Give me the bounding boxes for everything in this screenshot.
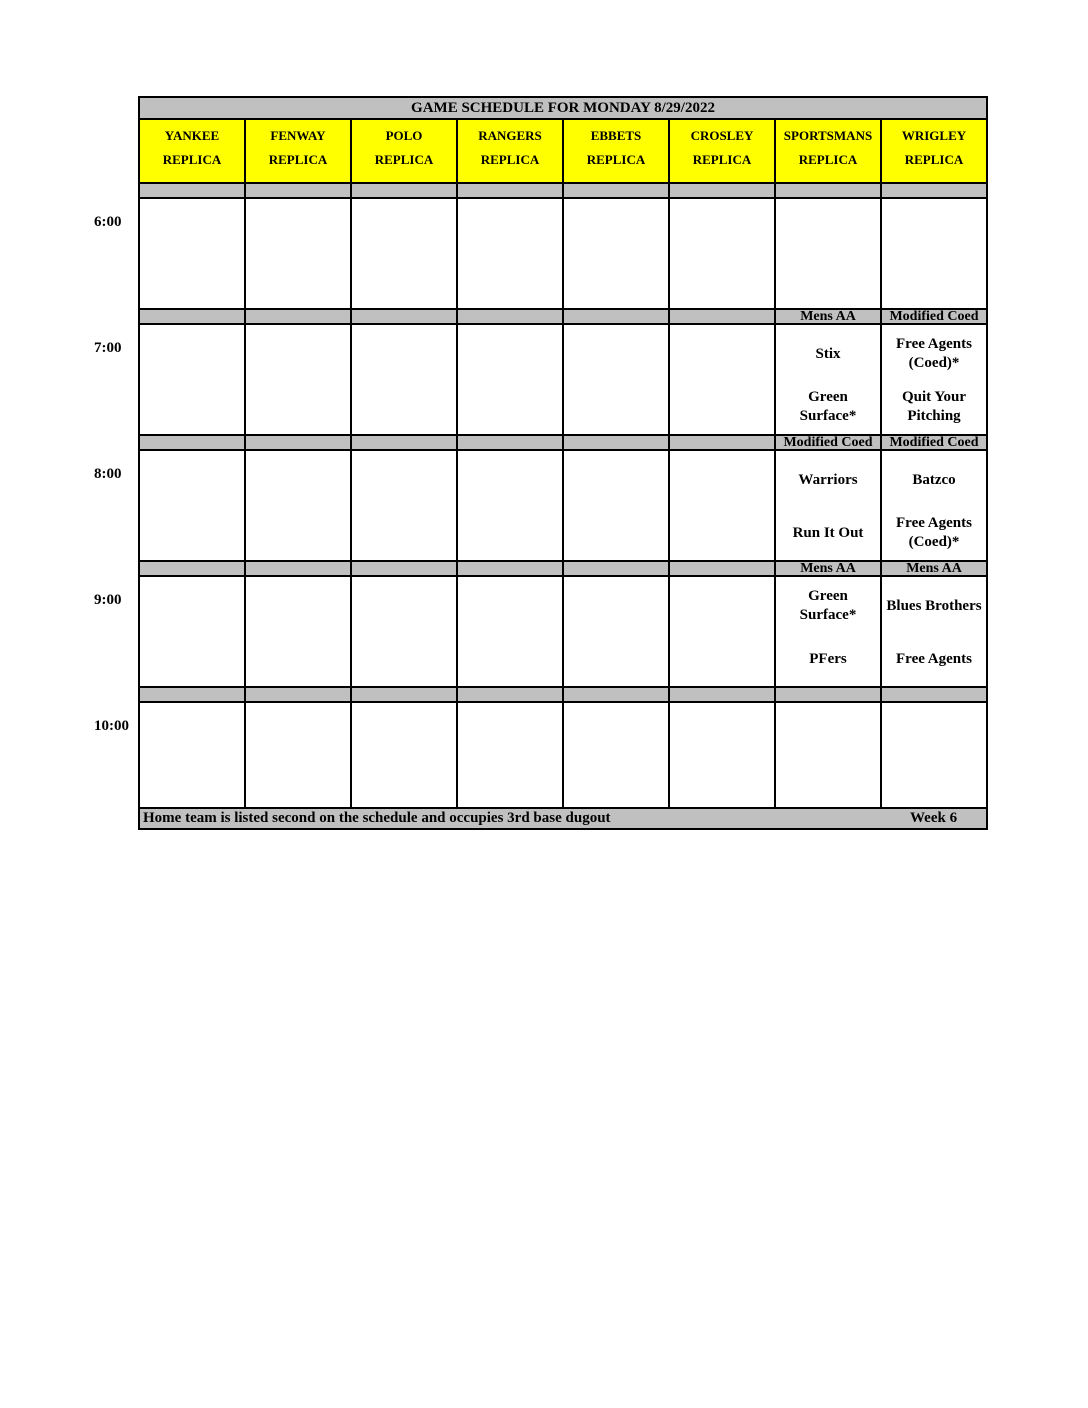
division-label [140, 184, 246, 197]
field-name: CROSLEY [690, 128, 754, 143]
home-team [356, 640, 452, 678]
game-slot-row [140, 577, 986, 686]
game-cell [140, 451, 246, 560]
game-cell [564, 577, 670, 686]
division-label [564, 688, 670, 701]
division-label: Mens AA [882, 562, 986, 575]
game-cell [352, 577, 458, 686]
home-team [462, 262, 558, 300]
field-header-yankee [140, 120, 246, 182]
home-team [250, 262, 346, 300]
field-name: EBBETS [590, 128, 642, 143]
game-cell [352, 325, 458, 434]
away-team: Green Surface* [799, 588, 857, 623]
home-team [568, 262, 664, 300]
division-label [776, 184, 882, 197]
home-team [674, 766, 770, 804]
away-team [462, 335, 558, 373]
time-label: 6:00 [94, 214, 122, 230]
away-team [144, 335, 240, 373]
game-cell [776, 199, 882, 308]
division-label [246, 688, 352, 701]
division-label [670, 436, 776, 449]
away-team [780, 713, 876, 751]
time-label: 10:00 [94, 718, 129, 734]
game-cell [882, 703, 986, 812]
home-team [568, 388, 664, 426]
home-team [568, 640, 664, 678]
division-label [564, 184, 670, 197]
away-team [886, 209, 982, 247]
game-cell [882, 451, 986, 560]
game-slot-row [140, 451, 986, 560]
away-team [462, 713, 558, 751]
field-sub: REPLICA [586, 152, 646, 167]
away-team [144, 587, 240, 625]
division-label [458, 310, 564, 323]
home-team: Quit Your Pitching [901, 389, 967, 424]
division-label [246, 184, 352, 197]
division-label: Mens AA [776, 310, 882, 323]
division-label [140, 562, 246, 575]
away-team [568, 713, 664, 751]
game-cell [564, 325, 670, 434]
division-label: Modified Coed [882, 310, 986, 323]
home-team [568, 514, 664, 552]
away-team [568, 209, 664, 247]
game-cell [246, 451, 352, 560]
game-cell [564, 703, 670, 812]
game-cell [458, 577, 564, 686]
game-cell [140, 325, 246, 434]
away-team: Batzco [912, 471, 956, 488]
division-label [140, 310, 246, 323]
game-cell [882, 199, 986, 308]
away-team [462, 587, 558, 625]
game-cell [458, 703, 564, 812]
home-team: Run It Out [792, 524, 864, 541]
away-team [356, 587, 452, 625]
game-cell [882, 325, 986, 434]
division-label [458, 688, 564, 701]
game-cell [246, 577, 352, 686]
division-row [140, 560, 986, 577]
field-header-crosley [670, 120, 776, 182]
away-team [250, 713, 346, 751]
field-header-fenway [246, 120, 352, 182]
division-label [564, 310, 670, 323]
game-cell [670, 577, 776, 686]
time-label: 9:00 [94, 592, 122, 608]
game-cell [140, 577, 246, 686]
game-cell [352, 199, 458, 308]
away-team [144, 209, 240, 247]
field-name: SPORTSMANS [783, 128, 873, 143]
field-sub: REPLICA [480, 152, 540, 167]
home-team [462, 514, 558, 552]
field-header-ebbets [564, 120, 670, 182]
division-label [352, 184, 458, 197]
division-row [140, 308, 986, 325]
division-label [246, 310, 352, 323]
game-cell [140, 703, 246, 812]
home-team [886, 262, 982, 300]
division-label [458, 562, 564, 575]
away-team: Free Agents (Coed)* [896, 336, 972, 371]
home-team: Free Agents (Coed)* [896, 515, 972, 550]
game-cell [776, 577, 882, 686]
field-header-row [140, 120, 986, 182]
game-cell [882, 577, 986, 686]
division-row [140, 182, 986, 199]
division-label [140, 688, 246, 701]
home-team [674, 514, 770, 552]
away-team [356, 335, 452, 373]
home-team [674, 388, 770, 426]
away-team [568, 461, 664, 499]
field-name: YANKEE [164, 128, 220, 143]
home-team [674, 640, 770, 678]
game-cell [564, 451, 670, 560]
division-label [670, 688, 776, 701]
game-cell [140, 199, 246, 308]
game-cell [670, 199, 776, 308]
home-team [250, 514, 346, 552]
division-label [352, 562, 458, 575]
away-team [886, 713, 982, 751]
away-team [356, 461, 452, 499]
away-team [674, 209, 770, 247]
home-team [780, 766, 876, 804]
field-name: WRIGLEY [901, 128, 967, 143]
home-team: Free Agents [896, 650, 972, 667]
home-team: Green Surface* [799, 389, 857, 424]
game-cell [670, 703, 776, 812]
home-team [250, 388, 346, 426]
home-team [356, 388, 452, 426]
division-label: Mens AA [776, 562, 882, 575]
home-team [356, 262, 452, 300]
field-header-wrigley [882, 120, 986, 182]
home-team [780, 262, 876, 300]
away-team [144, 461, 240, 499]
schedule-footer [140, 807, 986, 828]
home-team [462, 388, 558, 426]
away-team [250, 209, 346, 247]
away-team [780, 209, 876, 247]
home-team [144, 514, 240, 552]
division-label [140, 436, 246, 449]
division-label [670, 310, 776, 323]
division-row [140, 434, 986, 451]
division-label [352, 310, 458, 323]
division-label: Modified Coed [776, 436, 882, 449]
home-team [886, 766, 982, 804]
away-team [250, 461, 346, 499]
division-label [670, 562, 776, 575]
home-team [674, 262, 770, 300]
game-cell [670, 451, 776, 560]
division-label [776, 688, 882, 701]
away-team: Stix [815, 345, 841, 362]
home-team [356, 766, 452, 804]
division-label: Modified Coed [882, 436, 986, 449]
time-label: 8:00 [94, 466, 122, 482]
game-slot-row [140, 199, 986, 308]
away-team [674, 335, 770, 373]
division-label [458, 184, 564, 197]
game-cell [458, 325, 564, 434]
field-name: POLO [385, 128, 423, 143]
game-cell [246, 199, 352, 308]
away-team [462, 209, 558, 247]
game-cell [670, 325, 776, 434]
game-cell [458, 199, 564, 308]
game-cell [352, 451, 458, 560]
home-team [144, 262, 240, 300]
division-label [246, 436, 352, 449]
home-team [356, 514, 452, 552]
game-cell [776, 703, 882, 812]
away-team [674, 587, 770, 625]
field-sub: REPLICA [162, 152, 222, 167]
home-team: PFers [809, 650, 847, 667]
field-sub: REPLICA [904, 152, 964, 167]
away-team [144, 713, 240, 751]
home-team [568, 766, 664, 804]
home-team [462, 640, 558, 678]
division-label [352, 688, 458, 701]
home-team [250, 640, 346, 678]
game-cell [352, 703, 458, 812]
division-label [458, 436, 564, 449]
away-team [568, 587, 664, 625]
game-cell [776, 451, 882, 560]
home-team [144, 640, 240, 678]
game-cell [246, 703, 352, 812]
division-label [246, 562, 352, 575]
time-label: 7:00 [94, 340, 122, 356]
division-label [564, 562, 670, 575]
field-name: FENWAY [270, 128, 326, 143]
field-sub: REPLICA [798, 152, 858, 167]
schedule-table [138, 96, 988, 830]
game-slot-row [140, 703, 986, 812]
division-label [882, 688, 986, 701]
division-row [140, 686, 986, 703]
away-team [250, 587, 346, 625]
field-sub: REPLICA [374, 152, 434, 167]
field-header-sportsmans [776, 120, 882, 182]
home-team [144, 388, 240, 426]
game-cell [458, 451, 564, 560]
week-label: Week 6 [910, 810, 958, 826]
home-team [462, 766, 558, 804]
division-label [564, 436, 670, 449]
field-header-polo [352, 120, 458, 182]
away-team: Blues Brothers [886, 597, 982, 614]
division-label [670, 184, 776, 197]
away-team [250, 335, 346, 373]
home-team-note: Home team is listed second on the schedule and occupies 3rd base dugout [143, 810, 611, 826]
away-team [356, 713, 452, 751]
away-team [356, 209, 452, 247]
away-team [568, 335, 664, 373]
home-team [250, 766, 346, 804]
division-label [352, 436, 458, 449]
division-label [882, 184, 986, 197]
game-cell [776, 325, 882, 434]
game-cell [564, 199, 670, 308]
game-cell [246, 325, 352, 434]
away-team: Warriors [798, 471, 858, 488]
field-header-rangers [458, 120, 564, 182]
field-sub: REPLICA [268, 152, 328, 167]
away-team [674, 461, 770, 499]
schedule-title: GAME SCHEDULE FOR MONDAY 8/29/2022 [140, 98, 986, 120]
field-name: RANGERS [478, 128, 542, 143]
game-slot-row [140, 325, 986, 434]
field-sub: REPLICA [692, 152, 752, 167]
away-team [674, 713, 770, 751]
home-team [144, 766, 240, 804]
away-team [462, 461, 558, 499]
